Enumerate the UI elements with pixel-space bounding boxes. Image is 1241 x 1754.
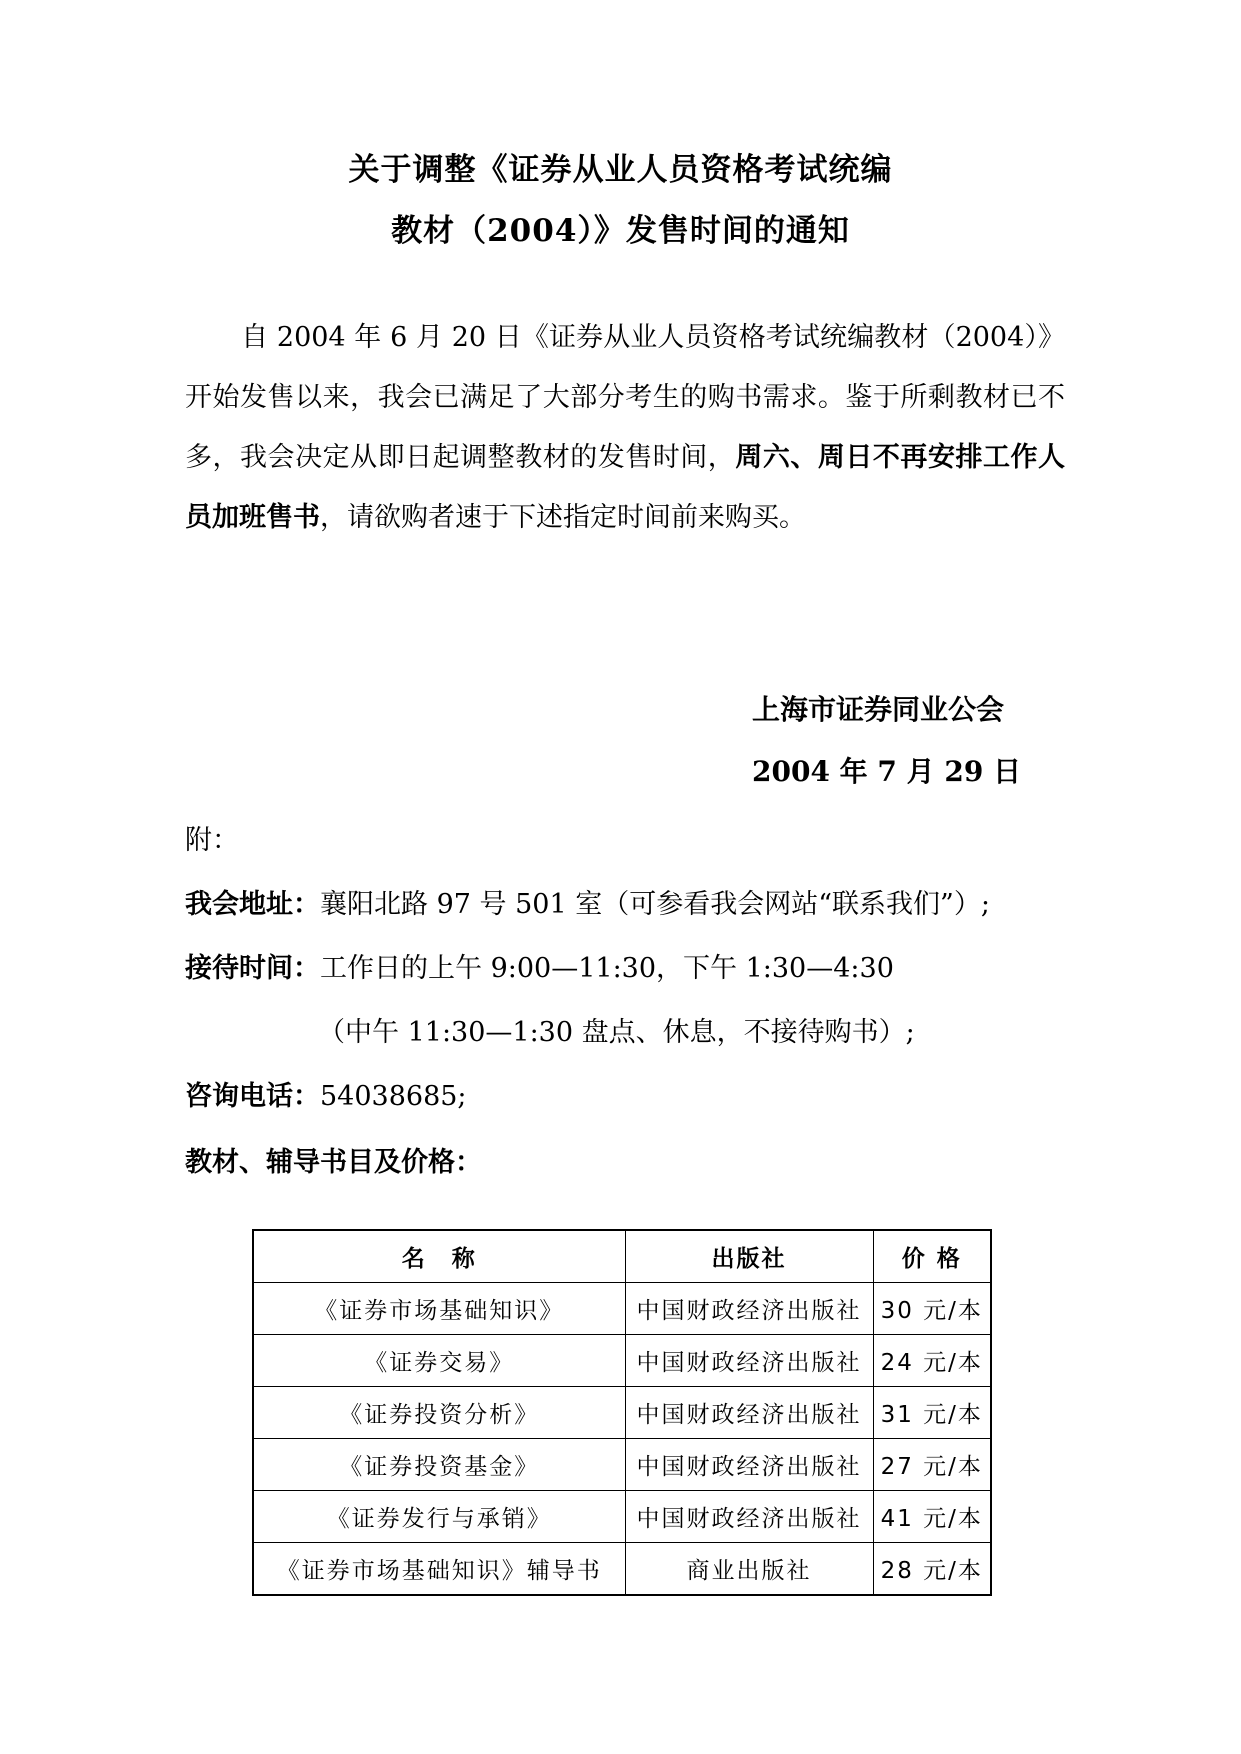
book-publisher: 中国财政经济出版社 [625, 1283, 873, 1335]
appendix-label: 附： [185, 825, 239, 856]
body-text-part-1: 自 2004 年 6 月 20 日《证券从业人员资格考试统编教材（2004）》开始发售以来，我会已满足了大部分考生的购书需求。鉴于所剩教材已不多，我会决定从即日起调整教材的发售时间， [185, 322, 1065, 473]
signature-org: 上海市证券同业公会 [752, 693, 1005, 726]
book-publisher: 中国财政经济出版社 [625, 1335, 873, 1387]
book-name: 《证券市场基础知识》 [253, 1283, 625, 1335]
book-publisher: 中国财政经济出版社 [625, 1387, 873, 1439]
book-publisher: 中国财政经济出版社 [625, 1439, 873, 1491]
address-line [185, 882, 990, 921]
address-value: 襄阳北路 97 号 501 室（可参看我会网站“联系我们”）; [320, 889, 990, 920]
address-label: 我会地址： [185, 889, 320, 920]
table-row [253, 1439, 991, 1491]
book-publisher: 商业出版社 [625, 1543, 873, 1596]
book-name: 《证券交易》 [253, 1335, 625, 1387]
title-line-2: 教材（2004）》发售时间的通知 [391, 213, 850, 249]
hours-value: 工作日的上午 9:00—11:30，下午 1:30—4:30 [320, 953, 894, 984]
signature-date: 2004 年 7 月 29 日 [752, 755, 1022, 788]
table-row [253, 1543, 991, 1596]
book-price: 31 元/本 [873, 1387, 991, 1439]
book-publisher: 中国财政经济出版社 [625, 1491, 873, 1543]
book-price: 41 元/本 [873, 1491, 991, 1543]
header-publisher: 出版社 [625, 1230, 873, 1283]
book-name: 《证券投资分析》 [253, 1387, 625, 1439]
table-row [253, 1335, 991, 1387]
books-heading: 教材、辅导书目及价格： [185, 1147, 482, 1178]
book-name: 《证券市场基础知识》辅导书 [253, 1543, 625, 1596]
table-header-row [253, 1230, 991, 1283]
table-row [253, 1283, 991, 1335]
phone-line [185, 1074, 467, 1113]
book-name: 《证券发行与承销》 [253, 1491, 625, 1543]
book-price: 27 元/本 [873, 1439, 991, 1491]
book-price: 28 元/本 [873, 1543, 991, 1596]
body-text-emphasis: 周六、周日不再安排工作人员加班售书 [185, 442, 1066, 533]
book-price: 30 元/本 [873, 1283, 991, 1335]
phone-value: 54038685; [320, 1081, 467, 1112]
book-name: 《证券投资基金》 [253, 1439, 625, 1491]
book-price: 24 元/本 [873, 1335, 991, 1387]
phone-label: 咨询电话： [185, 1081, 320, 1112]
body-paragraph [185, 308, 1065, 548]
header-price: 价 格 [873, 1230, 991, 1283]
hours-line [185, 946, 894, 985]
table-row [253, 1491, 991, 1543]
header-name: 名 称 [253, 1230, 625, 1283]
books-price-table [252, 1229, 992, 1596]
hours-label: 接待时间： [185, 953, 320, 984]
table-row [253, 1387, 991, 1439]
title-line-1: 关于调整《证券从业人员资格考试统编 [348, 152, 893, 188]
body-text-part-3: ，请欲购者速于下述指定时间前来购买。 [320, 502, 806, 533]
hours-note: （中午 11:30—1:30 盘点、休息，不接待购书）; [318, 1017, 915, 1048]
